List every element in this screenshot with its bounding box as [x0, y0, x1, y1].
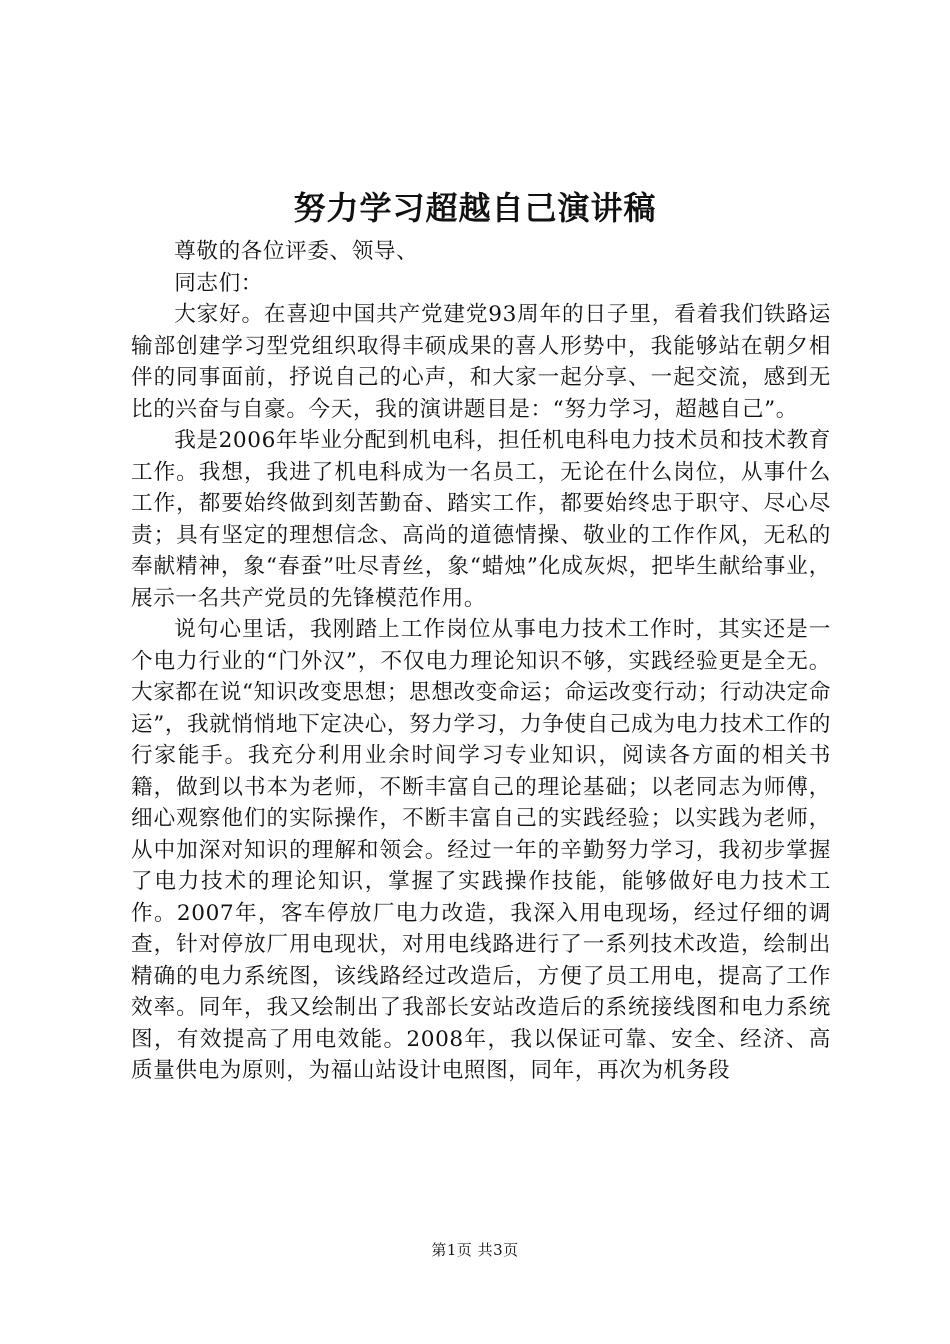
body-paragraph: 大家好。在喜迎中国共产党建党93周年的日子里，看着我们铁路运输部创建学习型党组织取得丰硕成果的喜人形势中，我能够站在朝夕相伴的同事面前，抒说自己的心声，和大家一起分享、一起交流，感到无比的兴奋与自豪。今天，我的演讲题目是：“努力学习，超越自己”。	[131, 302, 831, 422]
salutation-line: 同志们：	[174, 270, 263, 296]
page-footer: 第1页 共3页	[431, 1241, 519, 1259]
body-paragraph: 说句心里话，我刚踏上工作岗位从事电力技术工作时，其实还是一个电力行业的“门外汉”，不仅电力理论知识不够，实践经验更是全无。大家都在说“知识改变思想；思想改变命运；命运改变行动；行动决定命运”，我就悄悄地下定决心，努力学习，力争使自己成为电力技术工作的行家能手。我充分利用业余时间学习专业知识，阅读各方面的相关书籍，做到以书本为老师，不断丰富自己的理论基础；以老同志为师傅，细心观察他们的实际操作，不断丰富自己的实践经验；以实践为老师，从中加深对知识的理解和领会。经过一年的辛勤努力学习，我初步掌握了电力技术的理论知识，掌握了实践操作技能，能够做好电力技术工作。2007年，客车停放厂电力改造，我深入用电现场，经过仔细的调查，针对停放厂用电现状，对用电线路进行了一系列技术改造，绘制出精确的电力系统图，该线路经过改造后，方便了员工用电，提高了工作效率。同年，我又绘制出了我部长安站改造后的系统接线图和电力系统图，有效提高了用电效能。2008年，我以保证可靠、安全、经济、高质量供电为原则，为福山站设计电照图，同年，再次为机务段	[131, 617, 831, 1083]
salutation-line: 尊敬的各位评委、领导、	[174, 239, 419, 264]
document-body	[131, 236, 831, 1087]
document-title: 努力学习超越自己演讲稿	[293, 189, 657, 227]
body-paragraph: 我是2006年毕业分配到机电科，担任机电科电力技术员和技术教育工作。我想，我进了机电科成为一名员工，无论在什么岗位，从事什么工作，都要始终做到刻苦勤奋、踏实工作，都要始终忠于职守、尽心尽责；具有坚定的理想信念、高尚的道德情操、敬业的工作作风，无私的奉献精神，象“春蚕”吐尽青丝，象“蜡烛”化成灰烬，把毕生献给事业，展示一名共产党员的先锋模范作用。	[131, 428, 831, 611]
